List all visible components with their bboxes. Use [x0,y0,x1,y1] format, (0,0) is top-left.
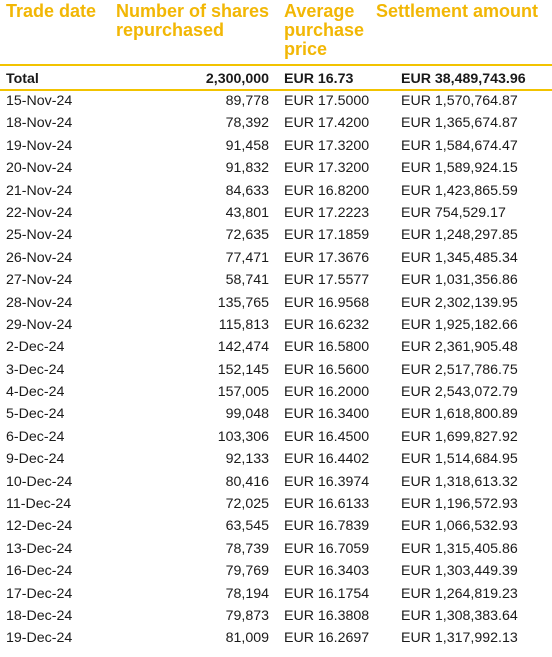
settlement-cell: EUR 1,584,674.47 [401,137,518,154]
average-price-cell: EUR 17.3676 [284,249,370,266]
average-price-cell: EUR 16.3403 [284,563,370,580]
trade-date-cell: 21-Nov-24 [6,182,73,199]
settlement-cell: EUR 1,589,924.15 [401,160,518,177]
average-price-cell: EUR 16.2697 [284,630,370,647]
settlement-cell: EUR 754,529.17 [401,204,506,221]
shares-cell: 72,025 [225,496,269,513]
trade-date-cell: 13-Dec-24 [6,540,73,557]
table-row [0,560,552,582]
table-row [0,627,552,649]
average-price-cell: EUR 16.2000 [284,384,370,401]
table-row [0,583,552,605]
average-price-cell: EUR 16.3974 [284,473,370,490]
shares-cell: 89,778 [225,93,269,109]
trade-date-cell: 18-Dec-24 [6,607,73,624]
shares-cell: 99,048 [225,406,269,423]
table-row [0,292,552,314]
average-price-cell: EUR 16.6133 [284,496,370,513]
table-row [0,224,552,246]
settlement-cell: EUR 2,517,786.75 [401,361,518,378]
settlement-cell: EUR 2,361,905.48 [401,339,518,356]
table-row [0,90,552,112]
table-row [0,493,552,515]
table-row [0,247,552,269]
table-row [0,359,552,381]
shares-cell: 78,392 [225,115,269,132]
total-settlement: EUR 38,489,743.96 [401,71,526,87]
table-row [0,538,552,560]
trade-date-cell: 28-Nov-24 [6,294,73,311]
average-price-cell: EUR 16.1754 [284,585,370,602]
trade-date-cell: 20-Nov-24 [6,160,73,177]
shares-cell: 91,458 [225,137,269,154]
average-price-cell: EUR 17.4200 [284,115,370,132]
settlement-cell: EUR 1,308,383.64 [401,607,518,624]
average-price-cell: EUR 16.5800 [284,339,370,356]
shares-cell: 92,133 [225,451,269,468]
trade-date-cell: 5-Dec-24 [6,406,65,423]
settlement-cell: EUR 1,570,764.87 [401,93,518,109]
shares-cell: 63,545 [225,518,269,535]
average-price-cell: EUR 16.6232 [284,316,370,333]
trade-date-cell: 15-Nov-24 [6,93,73,109]
settlement-cell: EUR 2,302,139.95 [401,294,518,311]
trade-date-cell: 10-Dec-24 [6,473,73,490]
shares-cell: 157,005 [217,384,269,401]
table-row [0,112,552,134]
table-row [0,381,552,403]
settlement-cell: EUR 1,318,613.32 [401,473,518,490]
total-row [0,67,552,89]
table-row [0,135,552,157]
settlement-cell: EUR 1,315,405.86 [401,540,518,557]
total-shares: 2,300,000 [205,71,269,87]
settlement-cell: EUR 1,365,674.87 [401,115,518,132]
trade-date-cell: 22-Nov-24 [6,204,73,221]
trade-date-cell: 19-Nov-24 [6,137,73,154]
shares-cell: 72,635 [225,227,269,244]
settlement-cell: EUR 1,514,684.95 [401,451,518,468]
average-price-cell: EUR 17.5000 [284,93,370,109]
trade-date-cell: 6-Dec-24 [6,428,65,445]
shares-cell: 152,145 [217,361,269,378]
average-price-cell: EUR 16.3400 [284,406,370,423]
average-price-cell: EUR 17.3200 [284,137,370,154]
settlement-cell: EUR 1,925,182.66 [401,316,518,333]
trade-date-cell: 17-Dec-24 [6,585,73,602]
average-price-cell: EUR 17.3200 [284,160,370,177]
shares-cell: 58,741 [225,272,269,289]
settlement-cell: EUR 1,618,800.89 [401,406,518,423]
settlement-cell: EUR 1,317,992.13 [401,630,518,647]
trade-date-cell: 9-Dec-24 [6,451,65,468]
trade-date-cell: 16-Dec-24 [6,563,73,580]
header-settlement-amount: Settlement amount [376,1,539,21]
shares-cell: 135,765 [217,294,269,311]
shares-cell: 115,813 [218,316,269,333]
average-price-cell: EUR 16.3808 [284,607,370,624]
shares-cell: 79,769 [225,563,269,580]
average-price-cell: EUR 16.7059 [284,540,370,557]
settlement-cell: EUR 1,345,485.34 [401,249,518,266]
trade-date-cell: 3-Dec-24 [6,361,65,378]
table-body [0,67,552,650]
shares-cell: 103,306 [217,428,269,445]
average-price-cell: EUR 16.4402 [284,451,370,468]
trade-date-cell: 2-Dec-24 [6,339,65,356]
trade-date-cell: 18-Nov-24 [6,115,73,132]
average-price-cell: EUR 16.4500 [284,428,370,445]
table-row [0,448,552,470]
settlement-cell: EUR 1,423,865.59 [401,182,518,199]
shares-cell: 80,416 [225,473,269,490]
header-divider [0,64,552,66]
shares-cell: 77,471 [225,249,269,266]
average-price-cell: EUR 17.5577 [284,272,370,289]
table-row [0,202,552,224]
shares-cell: 91,832 [225,160,269,177]
table-row [0,515,552,537]
header-number-of-shares: Number of shares repurchased [116,1,270,40]
total-average-price: EUR 16.73 [284,71,354,87]
header-trade-date: Trade date [6,1,97,21]
header-average-purchase-price: Average purchase price [284,1,365,59]
shares-cell: 81,009 [225,630,269,647]
settlement-cell: EUR 1,066,532.93 [401,518,518,535]
settlement-cell: EUR 1,303,449.39 [401,563,518,580]
settlement-cell: EUR 1,699,827.92 [401,428,518,445]
trade-date-cell: 19-Dec-24 [6,630,73,647]
settlement-cell: EUR 1,196,572.93 [401,496,518,513]
trade-date-cell: 29-Nov-24 [6,316,73,333]
table-row [0,336,552,358]
total-label: Total [6,71,39,87]
table-row [0,314,552,336]
settlement-cell: EUR 1,248,297.85 [401,227,518,244]
table-row [0,269,552,291]
shares-cell: 43,801 [225,204,269,221]
table-row [0,403,552,425]
shares-cell: 79,873 [225,607,269,624]
average-price-cell: EUR 16.8200 [284,182,370,199]
trade-date-cell: 12-Dec-24 [6,518,73,535]
settlement-cell: EUR 1,264,819.23 [401,585,518,602]
average-price-cell: EUR 16.7839 [284,518,370,535]
average-price-cell: EUR 16.5600 [284,361,370,378]
settlement-cell: EUR 1,031,356.86 [401,272,518,289]
shares-cell: 78,739 [225,540,269,557]
trade-date-cell: 25-Nov-24 [6,227,73,244]
trade-date-cell: 26-Nov-24 [6,249,73,266]
shares-cell: 78,194 [225,585,269,602]
trade-date-cell: 4-Dec-24 [6,384,65,401]
shares-cell: 84,633 [225,182,269,199]
trade-date-cell: 27-Nov-24 [6,272,73,289]
average-price-cell: EUR 16.9568 [284,294,370,311]
table-row [0,426,552,448]
shares-cell: 142,474 [217,339,269,356]
trade-date-cell: 11-Dec-24 [6,496,72,513]
table-row [0,605,552,627]
average-price-cell: EUR 17.1859 [284,227,370,244]
table-row [0,471,552,493]
average-price-cell: EUR 17.2223 [284,204,370,221]
table-header [0,0,552,64]
table-row [0,180,552,202]
settlement-cell: EUR 2,543,072.79 [401,384,518,401]
table-row [0,157,552,179]
